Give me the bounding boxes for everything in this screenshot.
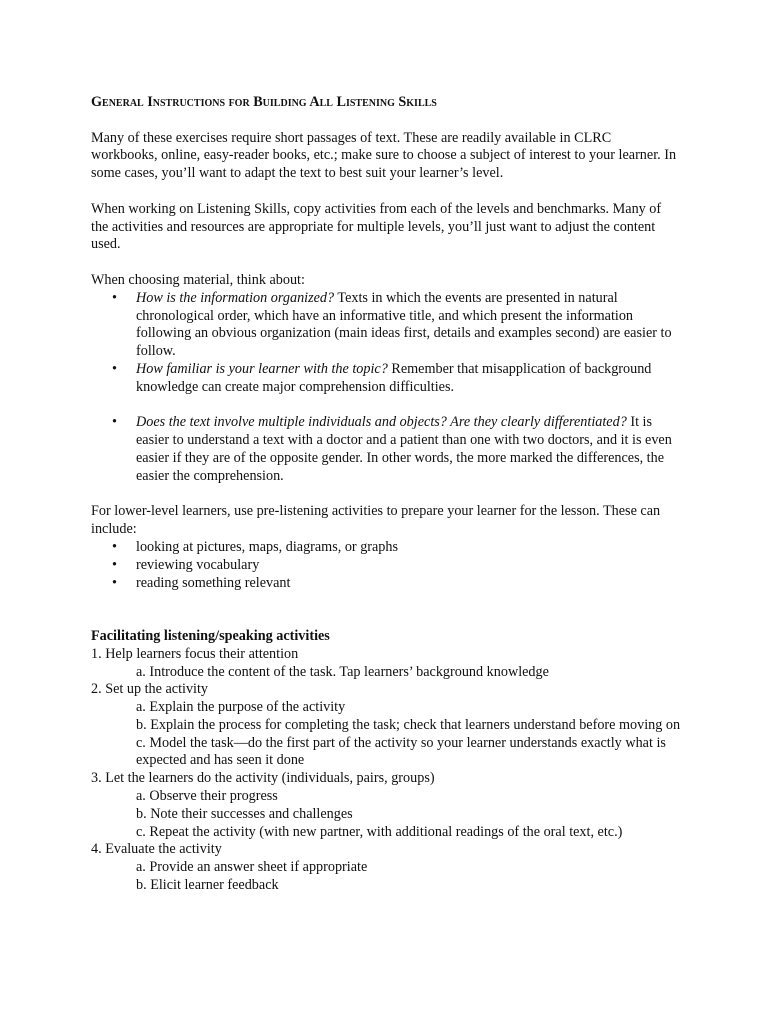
consideration-question: How familiar is your learner with the topic? [136, 360, 388, 377]
step-label: 2. Set up the activity [91, 681, 209, 698]
consideration-text: Remember that misapplication of background knowledge can create major comprehension difficulties. [136, 360, 652, 395]
bullet-icon: • [112, 556, 117, 573]
substep: b. Elicit learner feedback [136, 877, 279, 894]
consideration-question: How is the information organized? [136, 289, 335, 306]
considerations-list [91, 290, 681, 486]
substep: b. Explain the process for completing the task; check that learners understand before moving on [136, 716, 681, 733]
list-item [91, 290, 681, 361]
bullet-icon: • [112, 360, 117, 377]
list-item [91, 361, 681, 397]
listening-skills-paragraph: When working on Listening Skills, copy activities from each of the levels and benchmarks. Many of the activities and resources are appropriate for multiple levels, you’ll just want to adjust the content used. [91, 200, 662, 253]
bullet-icon: • [112, 414, 117, 431]
substep: c. Repeat the activity (with new partner, with additional readings of the oral text, etc.) [136, 823, 623, 840]
document-body [91, 94, 681, 895]
step-label: 4. Evaluate the activity [91, 841, 222, 858]
steps-list [91, 646, 681, 895]
list-item [91, 557, 681, 575]
list-item-text: reviewing vocabulary [136, 556, 260, 573]
substep: a. Observe their progress [136, 788, 278, 805]
step-label: 1. Help learners focus their attention [91, 645, 299, 662]
pre-listening-lead: For lower-level learners, use pre-listening activities to prepare your learner for the lesson. These can include: [91, 503, 661, 538]
bullet-icon: • [112, 574, 117, 591]
list-item-text: reading something relevant [136, 574, 291, 591]
section-heading: Facilitating listening/speaking activities [91, 627, 330, 644]
substep: a. Provide an answer sheet if appropriate [136, 859, 368, 876]
bullet-icon: • [112, 289, 117, 306]
list-item [91, 575, 681, 593]
bullet-icon: • [112, 538, 117, 555]
page-title: General Instructions for Building All Listening Skills [91, 94, 437, 110]
list-item [91, 539, 681, 557]
step-label: 3. Let the learners do the activity (individuals, pairs, groups) [91, 770, 435, 787]
consideration-text: Texts in which the events are presented in natural chronological order, which have an informative title, and which present the information following an obvious organization (main ideas first, details and examples second) are easier to follow. [136, 289, 672, 360]
pre-listening-list [91, 539, 681, 592]
list-item [91, 414, 681, 485]
list-item-text: looking at pictures, maps, diagrams, or graphs [136, 538, 399, 555]
intro-paragraph: Many of these exercises require short passages of text. These are readily available in CLRC workbooks, online, easy-reader books, etc.; make sure to choose a subject of interest to your learner. In some cases, you’ll want to adapt the text to best suit your learner’s level. [91, 129, 677, 182]
substep: c. Model the task—do the first part of the activity so your learner understands exactly what is expected and has seen it done [136, 734, 666, 769]
consideration-question: Does the text involve multiple individuals and objects? Are they clearly differentiated? [136, 414, 627, 431]
substep: b. Note their successes and challenges [136, 805, 353, 822]
consideration-text: It is easier to understand a text with a doctor and a patient than one with two doctors, and it is even easier if they are of the opposite gender. In other words, the more marked the differences, the easier the comprehension. [136, 414, 672, 484]
substep: a. Explain the purpose of the activity [136, 699, 346, 716]
choosing-material-lead: When choosing material, think about: [91, 271, 305, 288]
substep: a. Introduce the content of the task. Tap learners’ background knowledge [136, 663, 549, 680]
